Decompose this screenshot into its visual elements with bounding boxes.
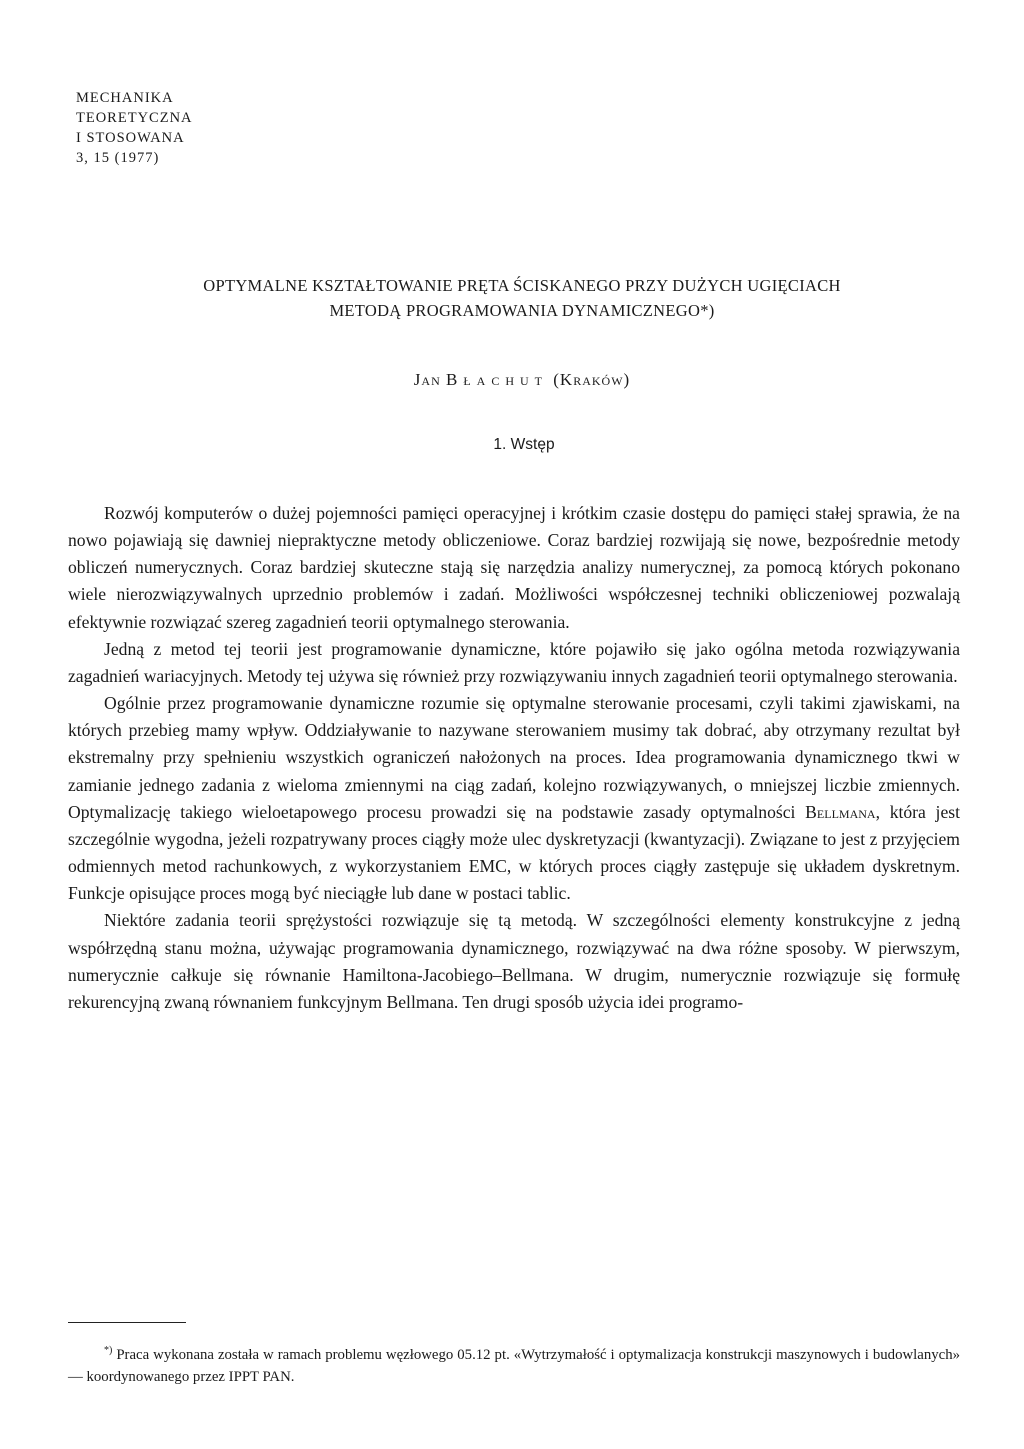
paragraph-1: Rozwój komputerów o dużej pojemności pamięci operacyjnej i krótkim czasie dostępu do pamięci stałej sprawia, że na nowo pojawiają się dawniej niepraktyczne metody obliczeniowe. Coraz bardziej rozwijają się nowe, bezpośrednie metody obliczeń numerycznych. Coraz bardziej skuteczne stają się narzędzia analizy numerycznej, za pomocą których pokonano wiele nierozwiązywalnych uprzednio problemów i zadań. Możliwości współczesnej techniki obliczeniowej pozwalają efektywnie rozwiązać szereg zagadnień teorii optymalnego sterowania.: [68, 503, 960, 632]
author-line: [0, 370, 1024, 390]
footnote-rule: [68, 1322, 186, 1323]
paragraph-2: Jedną z metod tej teorii jest programowanie dynamiczne, które pojawiło się jako ogólna metoda rozwiązywania zagadnień wariacyjnych. Metody tej używa się również przy rozwiązywaniu innych zagadnień teorii optymalnego sterowania.: [68, 638, 960, 686]
paragraph-3: [68, 690, 960, 907]
body-text: [68, 500, 960, 1016]
paragraph-3-text: , która jest szczególnie wygodna, jeżeli rozpatrywany proces ciągły może ulec dyskretyzacji (kwantyzacji). Związane to jest z przyjęciem odmiennych metod rachunkowych, z wykorzystaniem EMC, w których proces ciągły zastępuje się układem dyskretnym. Funkcje opisujące proces mogą być nieciągłe lub dane w postaci tablic.: [68, 801, 960, 904]
bellmana-name: Bellmana: [805, 801, 876, 822]
paper-title-line-2: METODĄ PROGRAMOWANIA DYNAMICZNEGO*): [329, 301, 715, 320]
paper-title-line-1: OPTYMALNE KSZTAŁTOWANIE PRĘTA ŚCISKANEGO PRZY DUŻYCH UGIĘCIACH: [203, 276, 841, 295]
journal-header: [76, 88, 193, 168]
paragraph-4: Niektóre zadania teorii sprężystości rozwiązuje się tą metodą. W szczególności elementy konstrukcyjne z jedną współrzędną stanu można, używając programowania dynamicznego, rozwiązywać na dwa różne sposoby. W pierwszym, numerycznie całkuje się równanie Hamiltona-Jacobiego–Bellmana. W drugim, numerycznie rozwiązuje się formułę rekurencyjną zwaną równaniem funkcyjnym Bellmana. Ten drugi sposób użycia idei programo-: [68, 910, 960, 1012]
author-affiliation: (Kraków): [553, 370, 631, 389]
author-first-name: Jan: [413, 370, 441, 389]
journal-line: TEORETYCZNA: [76, 110, 193, 126]
paragraph-3-text: Ogólnie przez programowanie dynamiczne rozumie się optymalne sterowanie procesami, czyli takimi zjawiskami, na których przebieg mamy wpływ. Oddziaływanie to nazywane sterowaniem musimy tak dobrać, aby otrzymany rezultat był ekstremalny przy spełnieniu wszystkich ograniczeń nałożonych na proces. Idea programowania dynamicznego tkwi w zamianie jednego zadania z wieloma zmiennymi na ciąg zadań, kolejno rozwiązywanych, o mniejszej liczbie zmiennych. Optymalizację takiego wieloetapowego procesu prowadzi się na podstawie zasady optymalności: [68, 693, 960, 822]
footnote-text: Praca wykonana została w ramach problemu węzłowego 05.12 pt. «Wytrzymałość i optymalizacja konstrukcji maszynowych i budowlanych» — koordynowanego przez IPPT PAN.: [68, 1346, 960, 1385]
section-heading: 1. Wstęp: [493, 436, 555, 453]
journal-issue: 3, 15 (1977): [76, 150, 160, 166]
footnote-marker: *): [104, 1345, 113, 1356]
journal-line: I STOSOWANA: [76, 130, 185, 146]
author-last-name: Błachut: [446, 370, 549, 389]
journal-line: MECHANIKA: [76, 90, 174, 106]
footnote: [68, 1340, 960, 1388]
